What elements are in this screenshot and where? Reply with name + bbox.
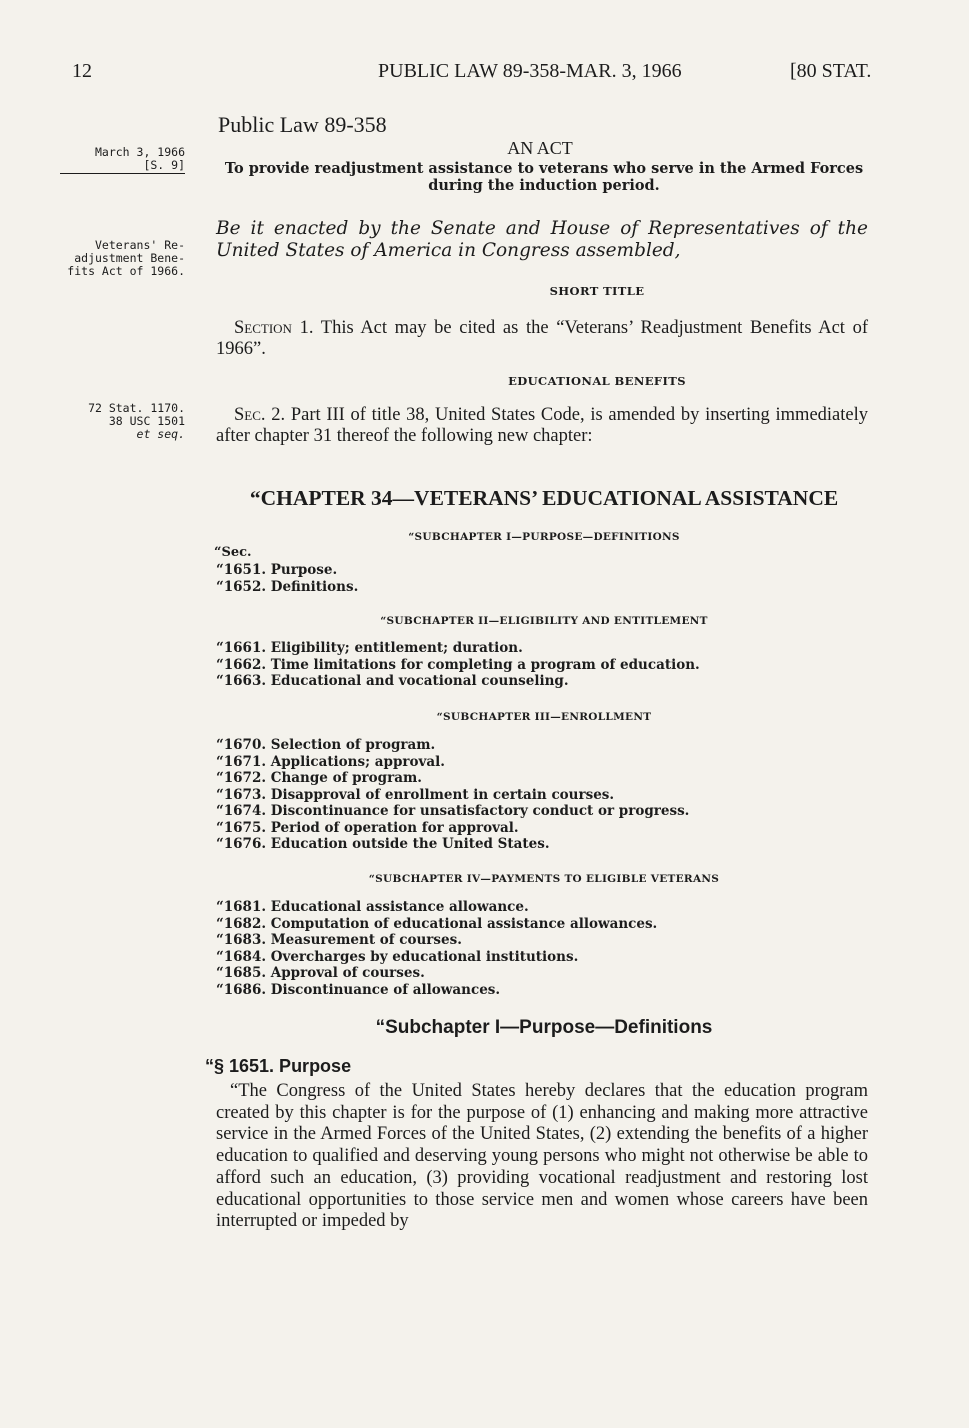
margin-line: et seq. [136, 427, 185, 441]
toc-item: “1675. Period of operation for approval. [216, 819, 519, 836]
educational-benefits-heading: EDUCATIONAL BENEFITS [508, 374, 686, 388]
toc-item: “1673. Disapproval of enrollment in certain courses. [216, 786, 615, 803]
toc-item: “1670. Selection of program. [216, 737, 436, 753]
toc-item: “1672. Change of program. [216, 770, 422, 786]
enactment-date: March 3, 1966 [94, 145, 185, 159]
act-label: AN ACT [507, 138, 573, 158]
toc-item: “1661. Eligibility; entitlement; duration. [216, 640, 523, 656]
section-1651-body: “The Congress of the United States hereby declares that the education program created by this chapter is for the purpose of (1) enhancing and making more attractive service in the Armed Forces of the United States, (2) extending the benefits of a higher education to qualified and deserving young persons who might not otherwise be able to afford such an education, (3) providing vocational readjustment and restoring lost educational opportunities to those service men and women whose careers have been interrupted or impeded by [216, 1081, 868, 1232]
section-label: Sec. [234, 405, 266, 425]
toc-item: “1651. Purpose. [216, 562, 338, 578]
bill-number: [S. 9] [60, 159, 185, 174]
law-title: Public Law 89-358 [218, 112, 387, 137]
statutes-reference: [80 STAT. [790, 60, 872, 82]
toc-item: “1674. Discontinuance for unsatisfactory conduct or progress. [216, 803, 690, 819]
subchapter-2-heading: “SUBCHAPTER II—ELIGIBILITY AND ENTITLEMENT [380, 615, 708, 627]
subchapter-heading: “Subchapter I—Purpose—Definitions [375, 1017, 713, 1038]
subchapter-3-heading: “SUBCHAPTER III—ENROLLMENT [436, 711, 652, 723]
margin-line: 38 USC 1501 [108, 414, 185, 428]
margin-line: 72 Stat. 1170. [88, 401, 185, 415]
act-purpose [218, 160, 870, 194]
margin-line: Veterans' Re- [94, 238, 185, 252]
subchapter-1-heading: “SUBCHAPTER I—PURPOSE—DEFINITIONS [408, 531, 680, 543]
purpose-line: during the induction period. [428, 177, 660, 194]
toc-item: “1663. Educational and vocational counseling. [216, 673, 569, 689]
margin-note-citations [60, 402, 185, 441]
sec-label: “Sec. [214, 545, 252, 560]
section-1-text: 1. This Act may be cited as the “Veterans’ Readjustment Benefits Act of 1966”. [216, 318, 868, 359]
toc-item: “1681. Educational assistance allowance. [216, 899, 529, 915]
running-head: PUBLIC LAW 89-358-MAR. 3, 1966 [378, 60, 682, 82]
short-title-heading: SHORT TITLE [549, 284, 645, 298]
toc-item: “1662. Time limitations for completing a program of education. [216, 656, 700, 673]
toc-item: “1686. Discontinuance of allowances. [216, 981, 501, 998]
subchapter-4-heading: “SUBCHAPTER IV—PAYMENTS TO ELIGIBLE VETERANS [368, 873, 720, 885]
toc-item: “1685. Approval of courses. [216, 965, 425, 981]
toc-item: “1684. Overcharges by educational institutions. [216, 948, 579, 965]
margin-line: fits Act of 1966. [67, 264, 185, 278]
subchapter-1-toc [216, 562, 876, 595]
toc-item: “1671. Applications; approval. [216, 753, 445, 770]
section-1-paragraph [216, 318, 868, 360]
page-number: 12 [72, 60, 92, 82]
toc-item: “1676. Education outside the United States. [216, 836, 550, 852]
subchapter-2-toc [216, 640, 876, 690]
purpose-line: To provide readjustment assistance to veterans who serve in the Armed Forces [224, 160, 864, 177]
toc-item: “1682. Computation of educational assistance allowances. [216, 915, 658, 932]
section-2-paragraph [216, 405, 868, 447]
section-heading: “§ 1651. Purpose [205, 1056, 352, 1076]
toc-item: “1683. Measurement of courses. [216, 932, 462, 948]
margin-line: adjustment Bene- [74, 251, 185, 265]
subchapter-4-toc [216, 899, 876, 998]
margin-note-short-title [60, 239, 185, 278]
section-label: Section [234, 318, 292, 338]
enacting-clause: Be it enacted by the Senate and House of Representatives of the United States of America in Congress assembled, [216, 218, 868, 261]
toc-item: “1652. Definitions. [216, 578, 359, 595]
chapter-title: “CHAPTER 34—VETERANS’ EDUCATIONAL ASSISTANCE [249, 486, 839, 510]
section-2-text: 2. Part III of title 38, United States Code, is amended by inserting immediately after chapter 31 thereof the following new chapter: [216, 405, 868, 446]
subchapter-3-toc [216, 737, 876, 853]
